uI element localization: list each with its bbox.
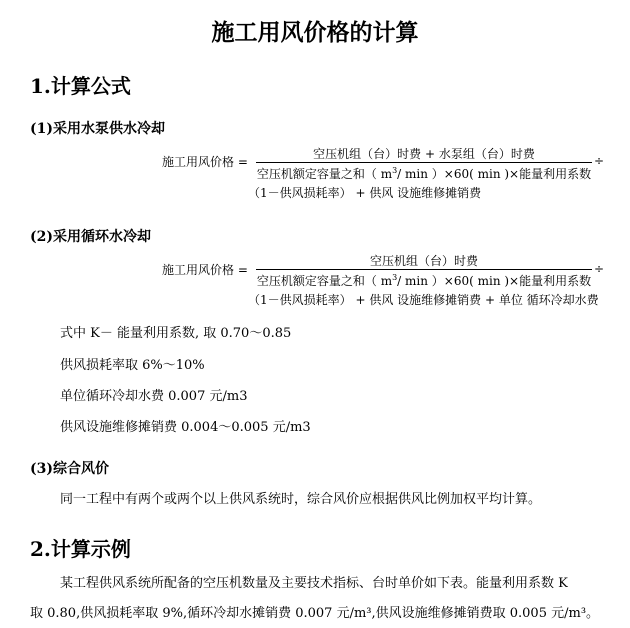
formula2-fraction-bar: [256, 269, 592, 270]
note-facility-maintenance-cost: 供风设施维修摊销费 0.004～0.005 元/m3: [60, 420, 311, 435]
subheading-circulating-cooling: (2)采用循环水冷却: [30, 229, 151, 245]
formula1-lhs: 施工用风价格 =: [162, 155, 248, 169]
note-cooling-water-cost: 单位循环冷却水费 0.007 元/m3: [60, 389, 248, 404]
formula2-denominator: 空压机额定容量之和（ $m^3/$ min ）×60( min )×能量利用系数: [256, 273, 592, 288]
formula1-numerator: 空压机组（台）时费 + 水泵组（台）时费: [313, 147, 535, 161]
note-loss-rate: 供风损耗率取 6%～10%: [60, 358, 205, 373]
formula1-denominator: 空压机额定容量之和（ $m^3/$ min ）×60( min )×能量利用系数: [256, 166, 592, 181]
formula2-trail: ÷: [594, 262, 605, 276]
formula1-trail: ÷: [594, 154, 605, 168]
example-text-line1: 某工程供风系统所配备的空压机数量及主要技术指标、台时单价如下表。能量利用系数 K: [60, 576, 568, 591]
subheading-pump-cooling: (1)采用水泵供水冷却: [30, 121, 165, 137]
section-heading-example: 2.计算示例: [30, 537, 131, 561]
example-text-line2: 取 0.80,供风损耗率取 9%,循环冷却水摊销费 0.007 元/m³,供风设施维修摊销费取 0.005 元/m³。: [30, 606, 600, 621]
formula2-lhs: 施工用风价格 =: [162, 263, 248, 277]
page-title: 施工用风价格的计算: [211, 19, 419, 46]
combined-price-text: 同一工程中有两个或两个以上供风系统时，综合风价应根据供风比例加权平均计算。: [60, 492, 542, 507]
section-heading-formula: 1.计算公式: [30, 74, 131, 98]
formula1-fraction-bar: [256, 162, 592, 163]
formula2-numerator: 空压机组（台）时费: [369, 254, 478, 268]
note-energy-coefficient: 式中 K－ 能量利用系数, 取 0.70～0.85: [60, 326, 292, 341]
formula2-denominator-line2: （1－供风损耗率） + 供风 设施维修摊销费 + 单位 循环冷却水费: [248, 293, 599, 307]
formula1-denominator-line2: （1－供风损耗率） + 供风 设施维修摊销费: [248, 186, 482, 200]
subheading-combined-price: (3)综合风价: [30, 461, 109, 477]
